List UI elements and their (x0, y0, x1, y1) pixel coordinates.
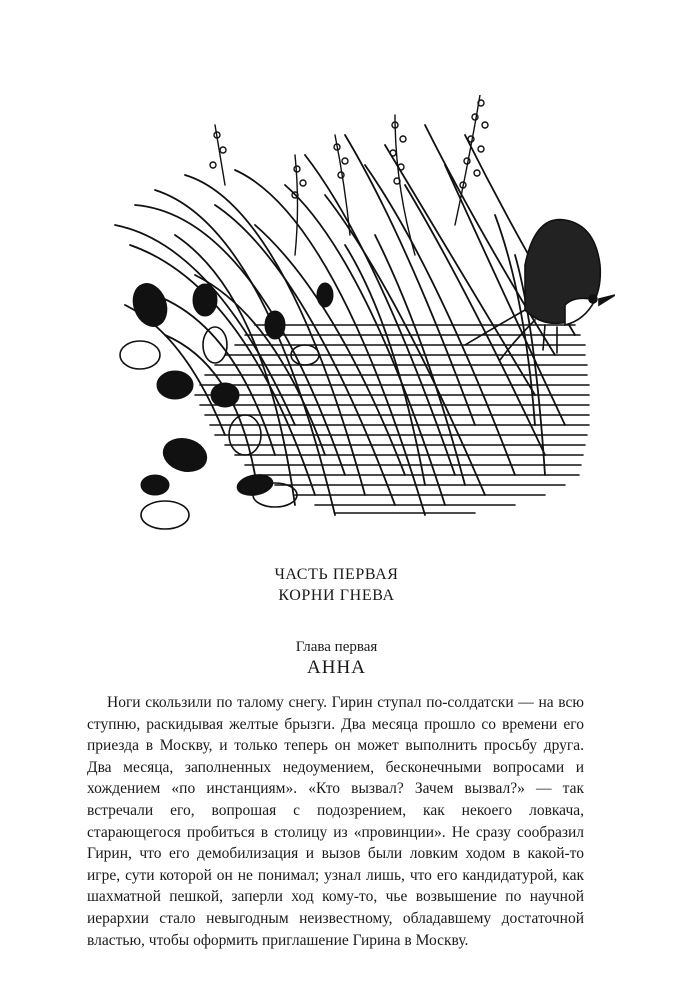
chapter-label: Глава первая (295, 639, 378, 655)
part-title: КОРНИ ГНЕВА (278, 587, 395, 604)
seed-heads (210, 95, 488, 255)
chapter-title: АННА (307, 657, 366, 678)
part-number: ЧАСТЬ ПЕРВАЯ (274, 566, 399, 583)
body-paragraph: Ноги скользили по талому снегу. Гирин ступал по-солдатски — на всю ступню, раскидывая желтые брызги. Два месяца прошло со времени его приезда в Москву, и только теперь он может выполнить просьбу друга. Два месяца, заполненных недоумением, бесконечными вопросами и хождением «по инстанциям». «Кто вызвал? Зачем вызвал?» — так встречали его, вопрошая с подозрением, как некоего ловкача, старающегося пробиться в столицу из «провинции». Не сразу сообразил Гирин, что его демобилизация и вызов были ловким ходом в какой-то игре, сути которой он не понимал; узнал лишь, что его кандидатурой, как шахматной пешкой, заперли ход кому-то, чье возвышение по научной иерархии стало невыгодным неизвестному, обладавшему достаточной властью, чтобы оформить приглашение Гирина в Москву. (87, 694, 584, 949)
grass-bird-illustration (95, 95, 615, 535)
